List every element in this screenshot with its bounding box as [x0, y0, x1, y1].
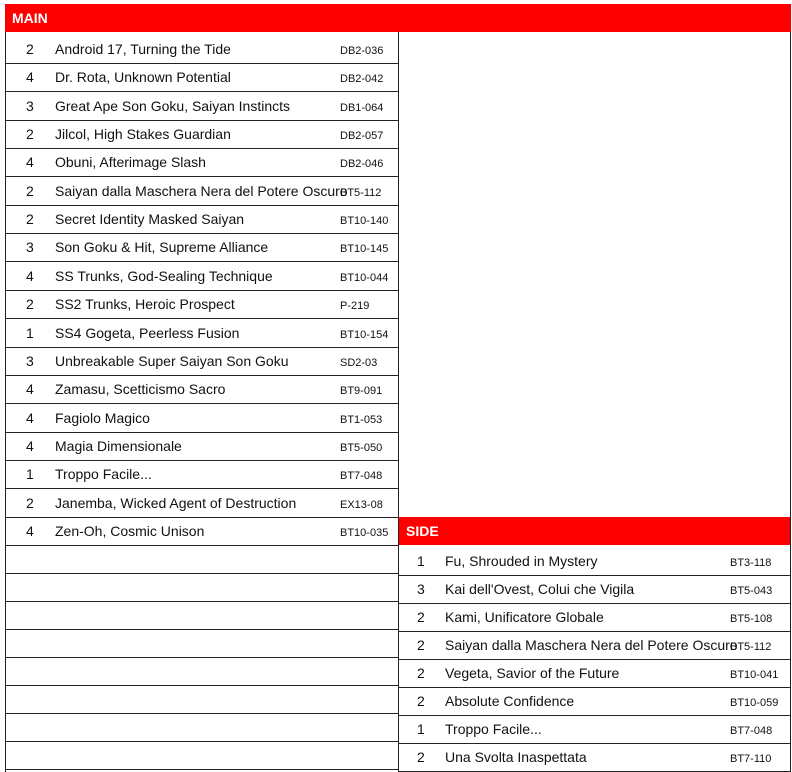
- main-card-row: [5, 93, 399, 121]
- side-card-row: [398, 576, 791, 604]
- card-quantity: 1: [417, 721, 425, 737]
- right-border: [790, 32, 791, 772]
- side-card-row: [398, 632, 791, 660]
- card-quantity: 2: [26, 41, 34, 57]
- card-name: Saiyan dalla Maschera Nera del Potere Oscuro: [445, 637, 738, 653]
- main-card-row: [5, 178, 399, 206]
- card-quantity: 4: [26, 154, 34, 171]
- card-quantity: 1: [26, 324, 34, 341]
- card-quantity: 4: [26, 522, 34, 539]
- card-name: Vegeta, Savior of the Future: [445, 665, 620, 681]
- card-quantity: 2: [417, 665, 425, 681]
- side-card-row: [398, 688, 791, 716]
- main-card-row: [5, 64, 399, 92]
- card-name: Unbreakable Super Saiyan Son Goku: [55, 352, 289, 369]
- card-name: Jilcol, High Stakes Guardian: [55, 126, 231, 143]
- card-code: BT9-091: [340, 385, 383, 398]
- main-card-row: [5, 36, 399, 64]
- main-card-row: [5, 234, 399, 262]
- empty-row: [5, 574, 399, 602]
- card-name: Kai dell'Ovest, Colui che Vigila: [445, 581, 635, 597]
- card-code: BT10-154: [340, 328, 389, 341]
- card-quantity: 4: [26, 69, 34, 86]
- card-code: EX13-08: [340, 498, 383, 511]
- card-code: BT10-140: [340, 215, 389, 228]
- card-name: Troppo Facile...: [55, 466, 152, 483]
- card-name: Zamasu, Scetticismo Sacro: [55, 381, 226, 398]
- card-code: DB2-042: [340, 73, 384, 86]
- card-code: BT5-043: [730, 585, 773, 597]
- card-name: SS2 Trunks, Heroic Prospect: [55, 296, 235, 313]
- card-quantity: 2: [26, 494, 34, 511]
- side-section-header: [399, 517, 791, 545]
- main-card-row: [5, 405, 399, 433]
- card-quantity: 3: [417, 581, 425, 597]
- card-code: DB2-046: [340, 158, 384, 171]
- main-section-header: [5, 4, 791, 32]
- card-quantity: 3: [26, 352, 34, 369]
- card-quantity: 2: [26, 211, 34, 228]
- side-card-row: [398, 604, 791, 632]
- card-name: Fagiolo Magico: [55, 409, 150, 426]
- card-code: BT3-118: [730, 557, 772, 569]
- card-name: Zen-Oh, Cosmic Unison: [55, 522, 205, 539]
- side-card-row: [398, 660, 791, 688]
- card-code: BT5-112: [340, 186, 382, 199]
- card-code: BT10-145: [340, 243, 389, 256]
- main-card-row: [5, 320, 399, 348]
- card-code: BT5-112: [730, 641, 772, 653]
- card-code: BT7-048: [340, 470, 383, 483]
- card-name: Android 17, Turning the Tide: [55, 41, 231, 57]
- card-name: Obuni, Afterimage Slash: [55, 154, 206, 171]
- card-code: SD2-03: [340, 356, 378, 369]
- main-card-row: [5, 263, 399, 291]
- card-quantity: 2: [26, 126, 34, 143]
- card-name: Great Ape Son Goku, Saiyan Instincts: [55, 97, 291, 114]
- main-card-row: [5, 518, 399, 546]
- card-quantity: 4: [26, 409, 34, 426]
- side-card-row: [398, 744, 791, 772]
- card-name: SS4 Gogeta, Peerless Fusion: [55, 324, 240, 341]
- main-card-row: [5, 206, 399, 234]
- card-name: Magia Dimensionale: [55, 437, 182, 454]
- side-section-title: SIDE: [406, 523, 439, 539]
- card-quantity: 1: [26, 466, 34, 483]
- card-code: BT10-044: [340, 271, 389, 284]
- card-code: DB2-036: [340, 45, 384, 57]
- card-name: Dr. Rota, Unknown Potential: [55, 69, 231, 86]
- card-name: Saiyan dalla Maschera Nera del Potere Oscuro: [55, 182, 348, 199]
- card-code: DB1-064: [340, 101, 384, 114]
- card-name: Secret Identity Masked Saiyan: [55, 211, 245, 228]
- side-card-row: [398, 548, 791, 576]
- left-border: [5, 32, 6, 772]
- card-code: BT10-035: [340, 526, 389, 539]
- card-name: Kami, Unificatore Globale: [445, 609, 604, 625]
- card-quantity: 2: [417, 637, 425, 653]
- empty-row: [5, 686, 399, 714]
- main-card-row: [5, 348, 399, 376]
- card-name: Absolute Confidence: [445, 693, 575, 709]
- card-quantity: 1: [417, 553, 425, 569]
- main-card-row: [5, 291, 399, 319]
- card-code: BT7-048: [730, 725, 773, 737]
- card-code: BT1-053: [340, 413, 383, 426]
- card-name: Una Svolta Inaspettata: [445, 749, 587, 765]
- card-name: SS Trunks, God-Sealing Technique: [55, 267, 273, 284]
- card-quantity: 2: [417, 749, 425, 765]
- main-card-row: [5, 376, 399, 404]
- card-name: Troppo Facile...: [445, 721, 542, 737]
- card-code: BT5-108: [730, 613, 773, 625]
- card-code: BT10-059: [730, 697, 779, 709]
- empty-row: [5, 714, 399, 742]
- center-divider: [398, 32, 399, 772]
- card-quantity: 2: [26, 182, 34, 199]
- card-name: Janemba, Wicked Agent of Destruction: [55, 494, 297, 511]
- main-card-row: [5, 149, 399, 177]
- main-card-row: [5, 490, 399, 518]
- empty-row: [5, 602, 399, 630]
- card-quantity: 4: [26, 381, 34, 398]
- card-code: DB2-057: [340, 130, 384, 143]
- empty-row: [5, 742, 399, 770]
- card-quantity: 3: [26, 239, 34, 256]
- card-code: BT10-041: [730, 669, 779, 681]
- card-name: Son Goku & Hit, Supreme Alliance: [55, 239, 269, 256]
- card-quantity: 2: [26, 296, 34, 313]
- card-code: P-219: [340, 300, 370, 313]
- main-card-row: [5, 121, 399, 149]
- empty-row: [5, 658, 399, 686]
- card-quantity: 2: [417, 609, 425, 625]
- empty-row: [5, 630, 399, 658]
- main-card-row: [5, 461, 399, 489]
- card-name: Fu, Shrouded in Mystery: [445, 553, 598, 569]
- main-card-row: [5, 433, 399, 461]
- empty-row: [5, 546, 399, 574]
- main-section-title: MAIN: [12, 10, 48, 26]
- card-quantity: 4: [26, 267, 34, 284]
- card-quantity: 4: [26, 437, 34, 454]
- card-quantity: 2: [417, 693, 425, 709]
- card-code: BT7-110: [730, 753, 772, 765]
- card-code: BT5-050: [340, 441, 383, 454]
- side-card-row: [398, 716, 791, 744]
- card-quantity: 3: [26, 97, 34, 114]
